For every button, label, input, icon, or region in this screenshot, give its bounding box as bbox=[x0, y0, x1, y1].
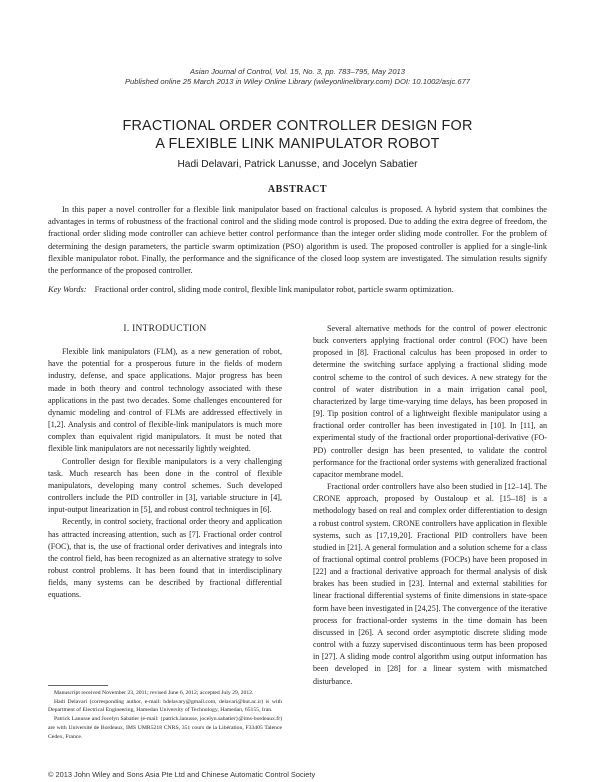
left-column bbox=[48, 323, 282, 601]
keywords-text: Fractional order control, sliding mode control, flexible link manipulator robot, particle swarm optimization. bbox=[94, 285, 454, 294]
body-paragraph: Fractional order controllers have also been studied in [12–14]. The CRONE approach, proposed by Oustaloup et al. [15–18] is a methodology based on real and complex order differentiation to design a robust control system. CRONE controllers have application in flexible systems, such as [17,19,20]. Fractional PID controllers have been studied in [21]. A general formulation and a solution scheme for a class of fractional optimal control problems (FOCPs) have been proposed in [22] and a fractional derivative approach for thermal analysis of disk brakes has been studied in [23]. Internal and external stabilities for linear fractional differential systems of finite dimensions in state-space form have been investigated in [24,25]. The convergence of the iterative process for fractional-order systems in the time domain has been discussed in [26]. A second order asymptotic discrete sliding mode control with a fuzzy supervised discontinuous term has been proposed in [27]. A sliding mode control algorithm using output information has been developed in [28] for a linear system with mismatched disturbance. bbox=[313, 482, 547, 686]
right-column bbox=[313, 323, 547, 688]
section-heading: I. INTRODUCTION bbox=[123, 324, 207, 334]
body-paragraph: Controller design for flexible manipulators is a very challenging task. Much research has been done in the control of flexible manipulators, developing many control schemes. Such developed controllers include the PID controller in [3], variable structure in [4], input-output linearization in [5], and robust control techniques in [6]. bbox=[48, 456, 282, 515]
body-paragraph: Flexible link manipulators (FLM), as a new generation of robot, have the potential for a prosperous future in the fields of modern industry, defense, and space applications. Major progress has been made in both theory and control technology associated with these applications in the past two decades. Some challenges encountered for dynamic modeling and control of FLMs are addressed effectively in [1,2]. Analysis and control of flexible-link manipulators is much more complex than equivalent rigid manipulators. It must be noted that flexible link manipulators are not necessarily lightly weighted. bbox=[48, 347, 282, 454]
footnote-manuscript: Manuscript received November 23, 2011; revised June 6, 2012; accepted July 29, 2012. bbox=[54, 690, 254, 696]
body-paragraph: Several alternative methods for the control of power electronic buck converters applying fractional order control (FOC) have been proposed in [8]. Fractional calculus has been proposed in order to determine the switching surface applying a fractional sliding mode control scheme to the control of such devices. A new strategy for the control of water distribution in a main irrigation canal pool, characterized by large time-varying time delays, has been proposed in [9]. Tip position control of a lightweight flexible manipulator using a fractional order controller has been investigated in [10]. In [11], an experimental study of the fractional order proportional-derivative (FO-PD) controller design has been presented, to validate the control performance for the fractional order systems with generalized fractional capacitor membrane model. bbox=[313, 324, 547, 479]
copyright-notice: © 2013 John Wiley and Sons Asia Pte Ltd and Chinese Automatic Control Society bbox=[48, 770, 316, 779]
body-paragraph: Recently, in control society, fractional order theory and application has attracted increasing attention, such as [7]. Fractional order control (FOC), that is, the use of fractional order derivatives and integrals into the control field, has been recognized as an alternative strategy to solve robust control problems. It has been found that in interdisciplinary fields, many systems can be described by fractional differential equations. bbox=[48, 517, 282, 600]
title-line-1: FRACTIONAL ORDER CONTROLLER DESIGN FOR bbox=[122, 118, 473, 134]
paper-title bbox=[0, 117, 595, 153]
keywords-label: Key Words: bbox=[48, 285, 87, 294]
footnote-author-2: Patrick Lanusse and Jocelyn Sabatier (e-mail: {patrick.lanusse, jocelyn.sabatier}@ims-bordeaux.fr) are with Université de Bordeaux, IMS UMR5218 CNRS, 351 cours de la Libération, F33405 Talence Cedex, France. bbox=[48, 716, 282, 740]
footnotes bbox=[48, 689, 282, 741]
abstract-heading: ABSTRACT bbox=[267, 184, 328, 195]
keywords bbox=[48, 284, 547, 296]
footnote-divider bbox=[48, 685, 108, 686]
journal-citation: Asian Journal of Control, Vol. 15, No. 3, pp. 783–795, May 2013 bbox=[189, 67, 405, 76]
footnote-author-1: Hadi Delavari (corresponding author, e-mail: hdelavary@gmail.com, delavari@hut.ac.ir) is with Department of Electrical Engineering, Hamedan University of Technology, Hamedan, 65155, Iran. bbox=[48, 698, 282, 714]
publication-info: Published online 25 March 2013 in Wiley Online Library (wileyonlinelibrary.com) DOI: 10.1002/asjc.677 bbox=[124, 77, 471, 86]
title-line-2: A FLEXIBLE LINK MANIPULATOR ROBOT bbox=[155, 136, 440, 152]
abstract-text: In this paper a novel controller for a flexible link manipulator based on fractional calculus is proposed. A hybrid system that combines the advantages in terms of robustness of the fractional control and the sliding mode control is proposed. Due to adding the extra degree of freedom, the fractional order sliding mode controller can achieve better control performance than the integer order sliding mode controller. For the problem of determining the design parameters, the particle swarm optimization (PSO) algorithm is used. The proposed controller is applied for a single-link flexible manipulator robot. Finally, the performance and the significance of the closed loop system are investigated. The simulation results signify the performance of the proposed controller. bbox=[48, 205, 547, 276]
author-list: Hadi Delavari, Patrick Lanusse, and Jocelyn Sabatier bbox=[177, 159, 418, 170]
